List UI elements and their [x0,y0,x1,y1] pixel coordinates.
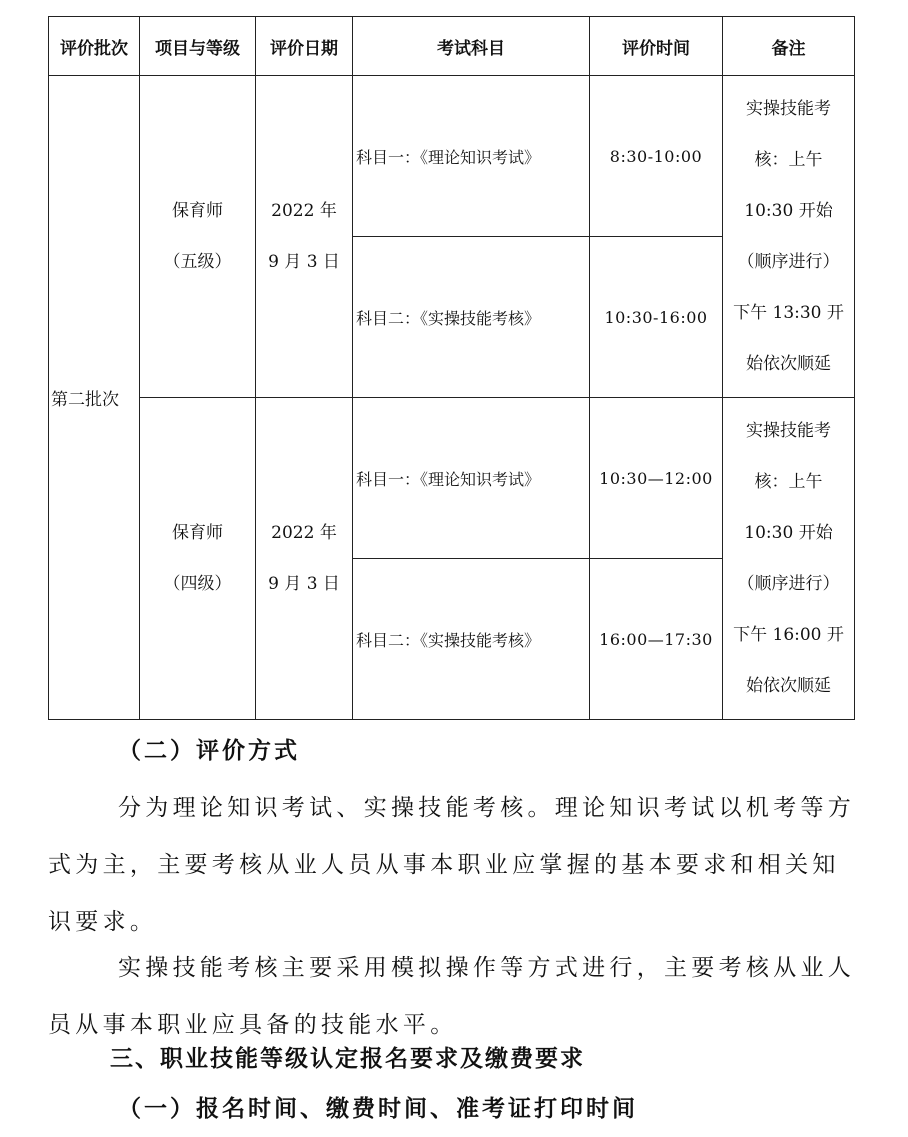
item-level-cell [140,398,256,720]
remark-line: 实操技能考 [746,420,831,441]
time-cell: 16:00—17:30 [590,559,723,720]
header-date: 评价日期 [256,17,353,76]
item-level-cell [140,76,256,398]
batch-cell: 第二批次 [49,76,140,720]
remark-line: 核：上午 [754,149,823,170]
exam-schedule-table [48,16,855,720]
header-subject: 考试科目 [353,17,590,76]
table-row [49,398,855,559]
remark-line: 始依次顺延 [746,675,831,696]
time-cell: 10:30—12:00 [590,398,723,559]
method-paragraph: 分为理论知识考试、实操技能考核。理论知识考试以机考等方式为主，主要考核从业人员从事本职业应掌握的基本要求和相关知识要求。 [48,795,856,935]
date-cell [256,398,353,720]
remark-line: 下午 16:00 开 [733,624,844,645]
remark-line: 10:30 开始 [744,200,833,221]
date-day: 9 月 3 日 [268,251,340,272]
remark-line: 核：上午 [754,471,823,492]
table-row [49,76,855,237]
subject-cell: 科目一：《理论知识考试》 [353,76,590,237]
subject-cell: 科目一：《理论知识考试》 [353,398,590,559]
time-cell: 10:30-16:00 [590,237,723,398]
table-header-row [49,17,855,76]
remark-line: （顺序进行） [737,573,840,594]
subject-cell: 科目二：《实操技能考核》 [353,237,590,398]
time-cell: 8:30-10:00 [590,76,723,237]
item-level: （四级） [163,573,232,594]
date-year: 2022 年 [271,200,337,221]
remark-line: 下午 13:30 开 [733,302,844,323]
remark-line: （顺序进行） [737,251,840,272]
remark-cell [723,398,855,720]
item-level: （五级） [163,251,232,272]
header-remark: 备注 [723,17,855,76]
header-item-level: 项目与等级 [140,17,256,76]
subject-cell: 科目二：《实操技能考核》 [353,559,590,720]
date-day: 9 月 3 日 [268,573,340,594]
subsection-heading: （一）报名时间、缴费时间、准考证打印时间 [118,1096,638,1122]
item-name: 保育师 [172,200,223,221]
method-heading: （二）评价方式 [118,738,300,764]
header-time: 评价时间 [590,17,723,76]
remark-cell [723,76,855,398]
section-heading: 三、职业技能等级认定报名要求及缴费要求 [110,1046,585,1072]
remark-line: 10:30 开始 [744,522,833,543]
remark-line: 始依次顺延 [746,353,831,374]
method-paragraph: 实操技能考核主要采用模拟操作等方式进行，主要考核从业人员从事本职业应具备的技能水平。 [48,955,856,1038]
remark-line: 实操技能考 [746,98,831,119]
date-year: 2022 年 [271,522,337,543]
date-cell [256,76,353,398]
item-name: 保育师 [172,522,223,543]
header-batch: 评价批次 [49,17,140,76]
